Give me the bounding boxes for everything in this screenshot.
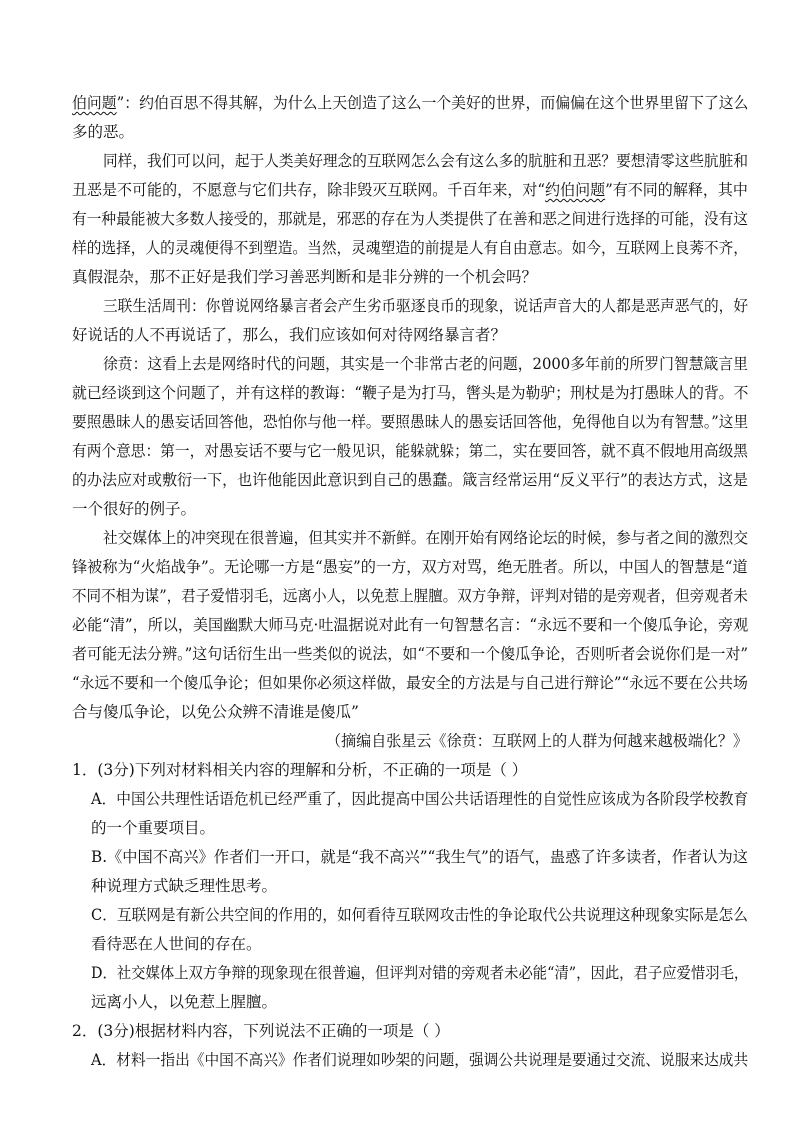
text-line [72,92,748,114]
underlined-term: 约伯问题 [545,181,606,199]
line-text: ”：约伯百思不得其解，为什么上天创造了这么一个美好的世界，而偏偏在这个世界里留下了这么 [116,94,749,112]
text-line: 要照愚昧人的愚妄话回答他，恐怕你与他一样。要照愚昧人的愚妄话回答他，免得他自以为有智慧。”这里 [72,413,749,431]
option-d-cont: 远离小人，以免惹上腥膻。 [91,993,278,1011]
paragraph-first-line: 徐贲：这看上去是网络时代的问题，其实是一个非常古老的问题，2000多年前的所罗门智慧箴言里 [103,355,748,373]
option-b-cont: 种说理方式缺乏理性思考。 [91,877,278,895]
text-line: 样的选择，人的灵魂便得不到塑造。当然，灵魂塑造的前提是人有自由意志。如今，互联网上良莠不齐， [72,239,749,257]
text-line: 多的恶。 [72,123,135,141]
text-line: 锋被称为“火焰战争”。无论哪一方是“愚妄”的一方，双方对骂，绝无胜者。所以，中国人的智慧是“道 [72,558,748,576]
option-a: A．中国公共理性话语危机已经严重了，因此提高中国公共话语理性的自觉性应该成为各阶段学校教育 [91,790,749,808]
text-line: 有一种最能被大多数人接受的，那就是，邪恶的存在为人类提供了在善和恶之间进行选择的可能，没有这 [72,210,749,228]
question-2-stem: 2．(3分)根据材料内容，下列说法不正确的一项是（ ） [72,1022,450,1040]
option-b: B.《中国不高兴》作者们一开口，就是“我不高兴”“我生气”的语气，蛊惑了许多读者，作者认为这 [91,848,749,866]
paragraph-first-line: 三联生活周刊：你曾说网络暴言者会产生劣币驱逐良币的现象，说话声音大的人都是恶声恶气的，好 [103,297,749,315]
line-text: ”有不同的解释，其中 [605,181,748,199]
option-a-cont: 的一个重要项目。 [91,819,216,837]
option-c-cont: 看待恶在人世间的存在。 [91,935,262,953]
paragraph-first-line: 同样，我们可以问，起于人类美好理念的互联网怎么会有这么多的肮脏和丑恶？要想清零这些肮脏和 [103,152,749,170]
source-citation: （摘编自张星云《徐贲：互联网上的人群为何越来越极端化？》 [326,732,749,750]
text-line: 的办法应对或敷衍一下，也许他能因此意识到自己的愚蠢。箴言经常运用“反义平行”的表达方式，这是 [72,471,748,489]
option-a: A．材料一指出《中国不高兴》作者们说理如吵架的问题，强调公共说理是要通过交流、说服来达成共 [91,1051,749,1069]
text-line: 真假混杂，那不正好是我们学习善恶判断和是非分辨的一个机会吗？ [72,268,538,286]
paragraph-first-line: 社交媒体上的冲突现在很普遍，但其实并不新鲜。在刚开始有网络论坛的时候，参与者之间的激烈交 [103,529,749,547]
question-1-stem: 1．(3分)下列对材料相关内容的理解和分析，不正确的一项是（ ） [72,761,528,779]
text-line: 合与傻瓜争论，以免公众辨不清谁是傻瓜” [72,703,359,721]
line-text: 丑恶是不可能的，不愿意与它们共存，除非毁灭互联网。千百年来，对“ [72,181,546,199]
underlined-term: 伯问题 [72,94,117,112]
text-line: 者可能无法分辨。”这句话衍生出一些类似的说法，如“不要和一个傻瓜争论，否则听者会说你们是一对” [72,645,749,663]
option-d: D．社交媒体上双方争辩的现象现在很普遍，但评判对错的旁观者未必能“清”，因此，君子应爱惜羽毛， [91,964,749,982]
text-line: 有两个意思：第一，对愚妄话不要与它一般见识，能躲就躲；第二，实在要回答，就不真不假地用高级黑 [72,442,749,460]
text-line: 必能“清”，所以，美国幽默大师马克·吐温据说对此有一句智慧名言：“永远不要和一个傻瓜争论，旁观 [72,616,749,634]
option-c: C．互联网是有新公共空间的作用的，如何看待互联网攻击性的争论取代公共说理这种现象实际是怎么 [91,906,748,924]
text-line: 一个很好的例子。 [72,500,197,518]
text-line: 就已经谈到这个问题了，并有这样的教诲：“鞭子是为打马，辔头是为勒驴；刑杖是为打愚昧人的背。不 [72,384,749,402]
text-line: “永远不要和一个傻瓜争论；但如果你必须这样做，最安全的方法是与自己进行辩论”“永远不要在公共场 [72,674,748,692]
text-line: 不同不相为谋”，君子爱惜羽毛，远离小人，以免惹上腥膻。双方争辩，评判对错的是旁观者，但旁观者未 [72,587,748,605]
text-line: 好说话的人不再说话了，那么，我们应该如何对待网络暴言者？ [72,326,507,344]
text-line [72,179,748,201]
